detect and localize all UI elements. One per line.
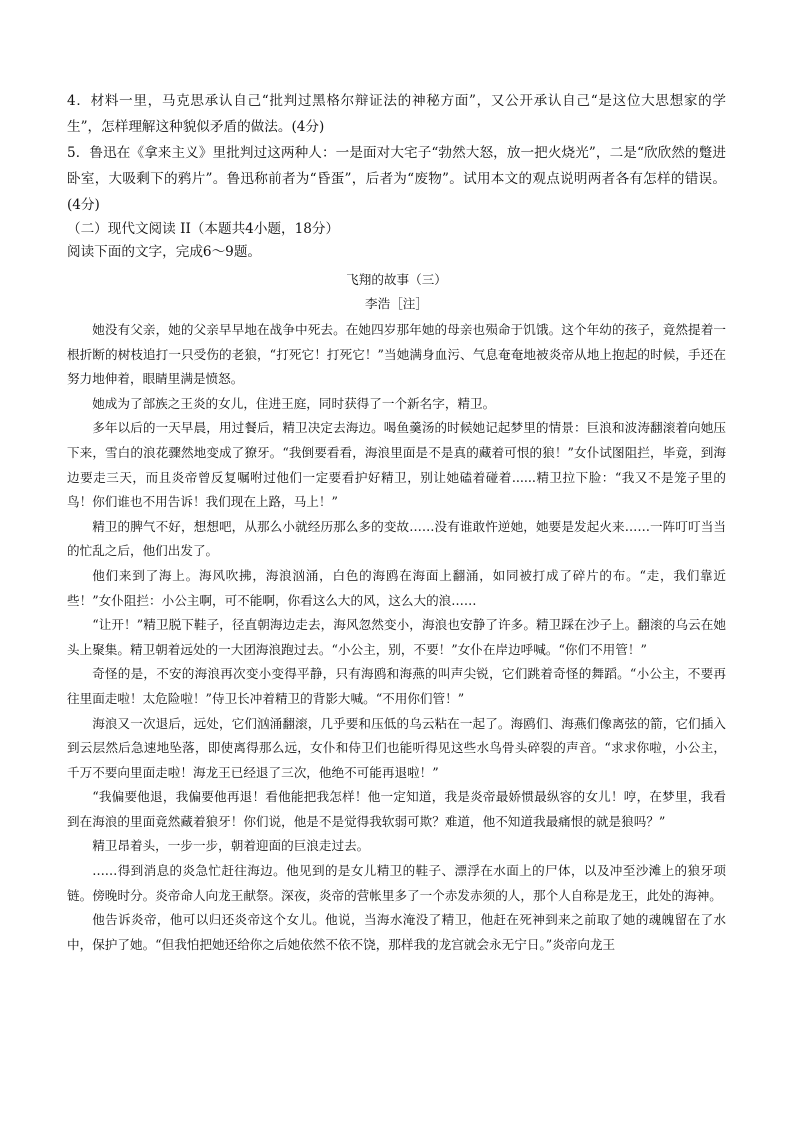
article-paragraph: 他们来到了海上。海风吹拂，海浪汹涌，白色的海鸥在海面上翻涌，如同被打成了碎片的布。“走，我们靠近些！”女仆阻拦：小公主啊，可不能啊，你看这么大的风，这么大的浪…… [67,567,726,608]
question-4: 4．材料一里，马克思承认自己“批判过黑格尔辩证法的神秘方面”，又公开承认自己“是这位大思想家的学生”，怎样理解这种貌似矛盾的做法。(4分) [67,93,726,135]
article-paragraph: 精卫的脾气不好，想想吧，从那么小就经历那么多的变故……没有谁敢忤逆她，她要是发起火来……一阵叮叮当当的忙乱之后，他们出发了。 [67,518,726,559]
article-body [67,318,726,957]
article-paragraph: 她没有父亲，她的父亲早早地在战争中死去。在她四岁那年她的母亲也殒命于饥饿。这个年幼的孩子，竟然提着一根折断的树枝追打一只受伤的老狼，“打死它！打死它！”当她满身血污、气息奄奄地被炎帝从地上抱起的时候，手还在努力地伸着，眼睛里满是愤怒。 [67,322,726,387]
article-paragraph: 多年以后的一天早晨，用过餐后，精卫决定去海边。喝鱼羹汤的时候她记起梦里的情景：巨浪和波涛翻滚着向她压下来，雪白的浪花骤然地变成了獠牙。“我倒要看看，海浪里面是不是真的藏着可恨的狼！”女仆试图阻拦，毕竟，到海边要走三天，而且炎帝曾反复嘱咐过他们一定要看护好精卫，别让她磕着碰着......精卫拉下脸：“我又不是笼子里的鸟！你们谁也不用告诉！我们现在上路，马上！” [67,420,726,510]
article-paragraph: 海浪又一次退后，远处，它们汹涌翻滚，几乎要和压低的乌云粘在一起了。海鸥们、海燕们像离弦的箭，它们插入到云层然后急速地坠落，即使离得那么远，女仆和侍卫们也能听得见这些水鸟骨头碎裂的声音。“求求你啦，小公主，千万不要向里面走啦！海龙王已经退了三次，他绝不可能再退啦！” [67,715,726,780]
article-paragraph: 精卫昂着头，一步一步，朝着迎面的巨浪走过去。 [92,838,370,854]
article-paragraph: 他告诉炎帝，他可以归还炎帝这个女儿。他说，当海水淹没了精卫，他赶在死神到来之前取了她的魂魄留在了水中，保护了她。“但我怕把她还给你之后她依然不依不饶，那样我的龙宫就会永无宁日。”炎帝向龙王 [67,912,726,952]
question-5: 5．鲁迅在《拿来主义》里批判过这两种人：一是面对大宅子“勃然大怒，放一把火烧光”，二是“欣欣然的蹩进卧室，大吸剩下的鸦片”。鲁迅称前者为“昏蛋”，后者为“废物”。试用本文的观点说明两者各有怎样的错误。(4分) [67,145,726,213]
section-heading: （二）现代文阅读 II（本题共4小题，18分） [67,221,340,237]
article-paragraph: ……得到消息的炎急忙赶往海边。他见到的是女儿精卫的鞋子、漂浮在水面上的尸体，以及冲至沙滩上的狼牙项链。傍晚时分。炎帝命人向龙王献祭。深夜，炎帝的营帐里多了一个赤发赤须的人，那个人自称是龙王，此处的海神。 [67,863,726,903]
article-paragraph: 奇怪的是，不安的海浪再次变小变得平静，只有海鸥和海燕的叫声尖锐，它们跳着奇怪的舞蹈。“小公主，不要再往里面走啦！太危险啦！”侍卫长冲着精卫的背影大喊。“不用你们管！” [67,666,726,706]
article-paragraph: 她成为了部族之王炎的女儿，住进王庭，同时获得了一个新名字，精卫。 [92,395,496,411]
article-title: 飞翔的故事（三） [346,272,447,287]
section-instruction: 阅读下面的文字，完成6～9题。 [67,244,262,260]
article-paragraph: “我偏要他退，我偏要他再退！看他能把我怎样！他一定知道，我是炎帝最娇惯最纵容的女儿！哼，在梦里，我看到在海浪的里面竟然藏着狼牙！你们说，他是不是觉得我软弱可欺？难道，他不知道我最痛恨的就是狼吗？” [67,789,726,829]
article-author: 李浩［注］ [365,296,428,311]
article-paragraph: “让开！”精卫脱下鞋子，径直朝海边走去，海风忽然变小，海浪也安静了许多。精卫踩在沙子上。翻滚的乌云在她头上聚集。精卫朝着远处的一大团海浪跑过去。“小公主，别，不要！”女仆在岸边呼喊。“你们不用管！” [67,617,726,657]
